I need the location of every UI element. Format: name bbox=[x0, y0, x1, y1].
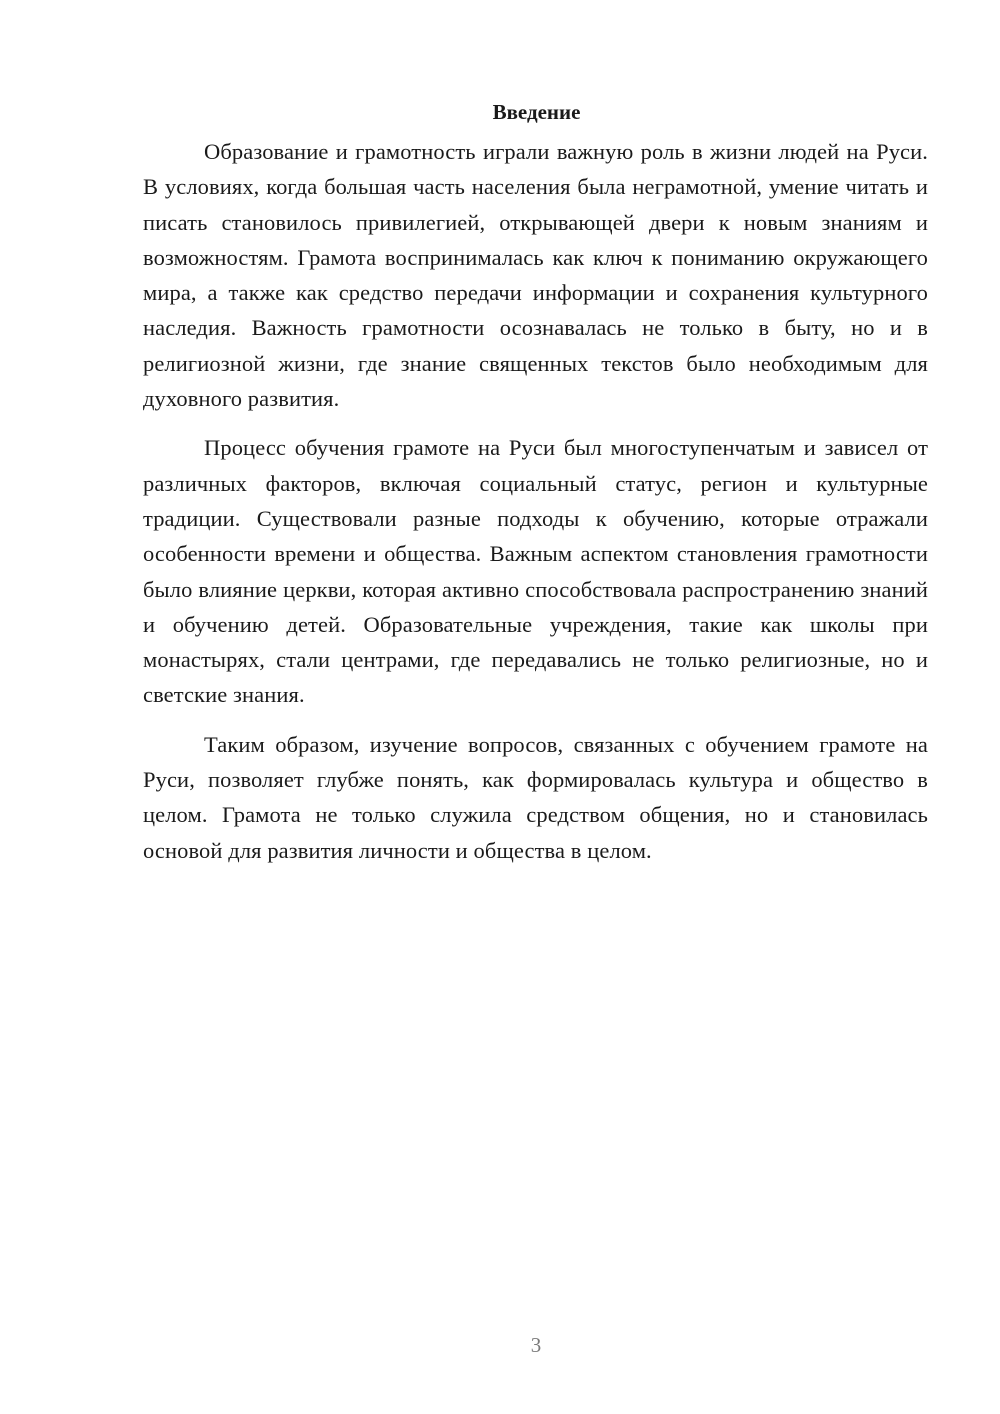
paragraph-2: Процесс обучения грамоте на Руси был многоступенчатым и зависел от различных факторов, включая социальный статус, регион и культурные традиции. Существовали разные подходы к обучению, которые отражали особенности времени и общества. Важным аспектом становления грамотности было влияние церкви, которая активно способствовала распространению знаний и обучению детей. Образовательные учреждения, такие как школы при монастырях, стали центрами, где передавались не только религиозные, но и светские знания. bbox=[143, 435, 928, 708]
section-title: Введение bbox=[492, 100, 581, 124]
paragraph-1: Образование и грамотность играли важную роль в жизни людей на Руси. В условиях, когда большая часть населения была неграмотной, умение читать и писать становилось привилегией, открывающей двери к новым знаниям и возможностям. Грамота воспринималась как ключ к пониманию окружающего мира, а также как средство передачи информации и сохранения культурного наследия. Важность грамотности осознавалась не только в быту, но и в религиозной жизни, где знание священных текстов было необходимым для духовного развития. bbox=[143, 139, 928, 412]
page-content bbox=[143, 98, 928, 882]
page-number: 3 bbox=[530, 1333, 542, 1357]
paragraph-3: Таким образом, изучение вопросов, связанных с обучением грамоте на Руси, позволяет глубже понять, как формировалась культура и общество в целом. Грамота не только служила средством общения, но и становилась основой для развития личности и общества в целом. bbox=[143, 731, 928, 863]
